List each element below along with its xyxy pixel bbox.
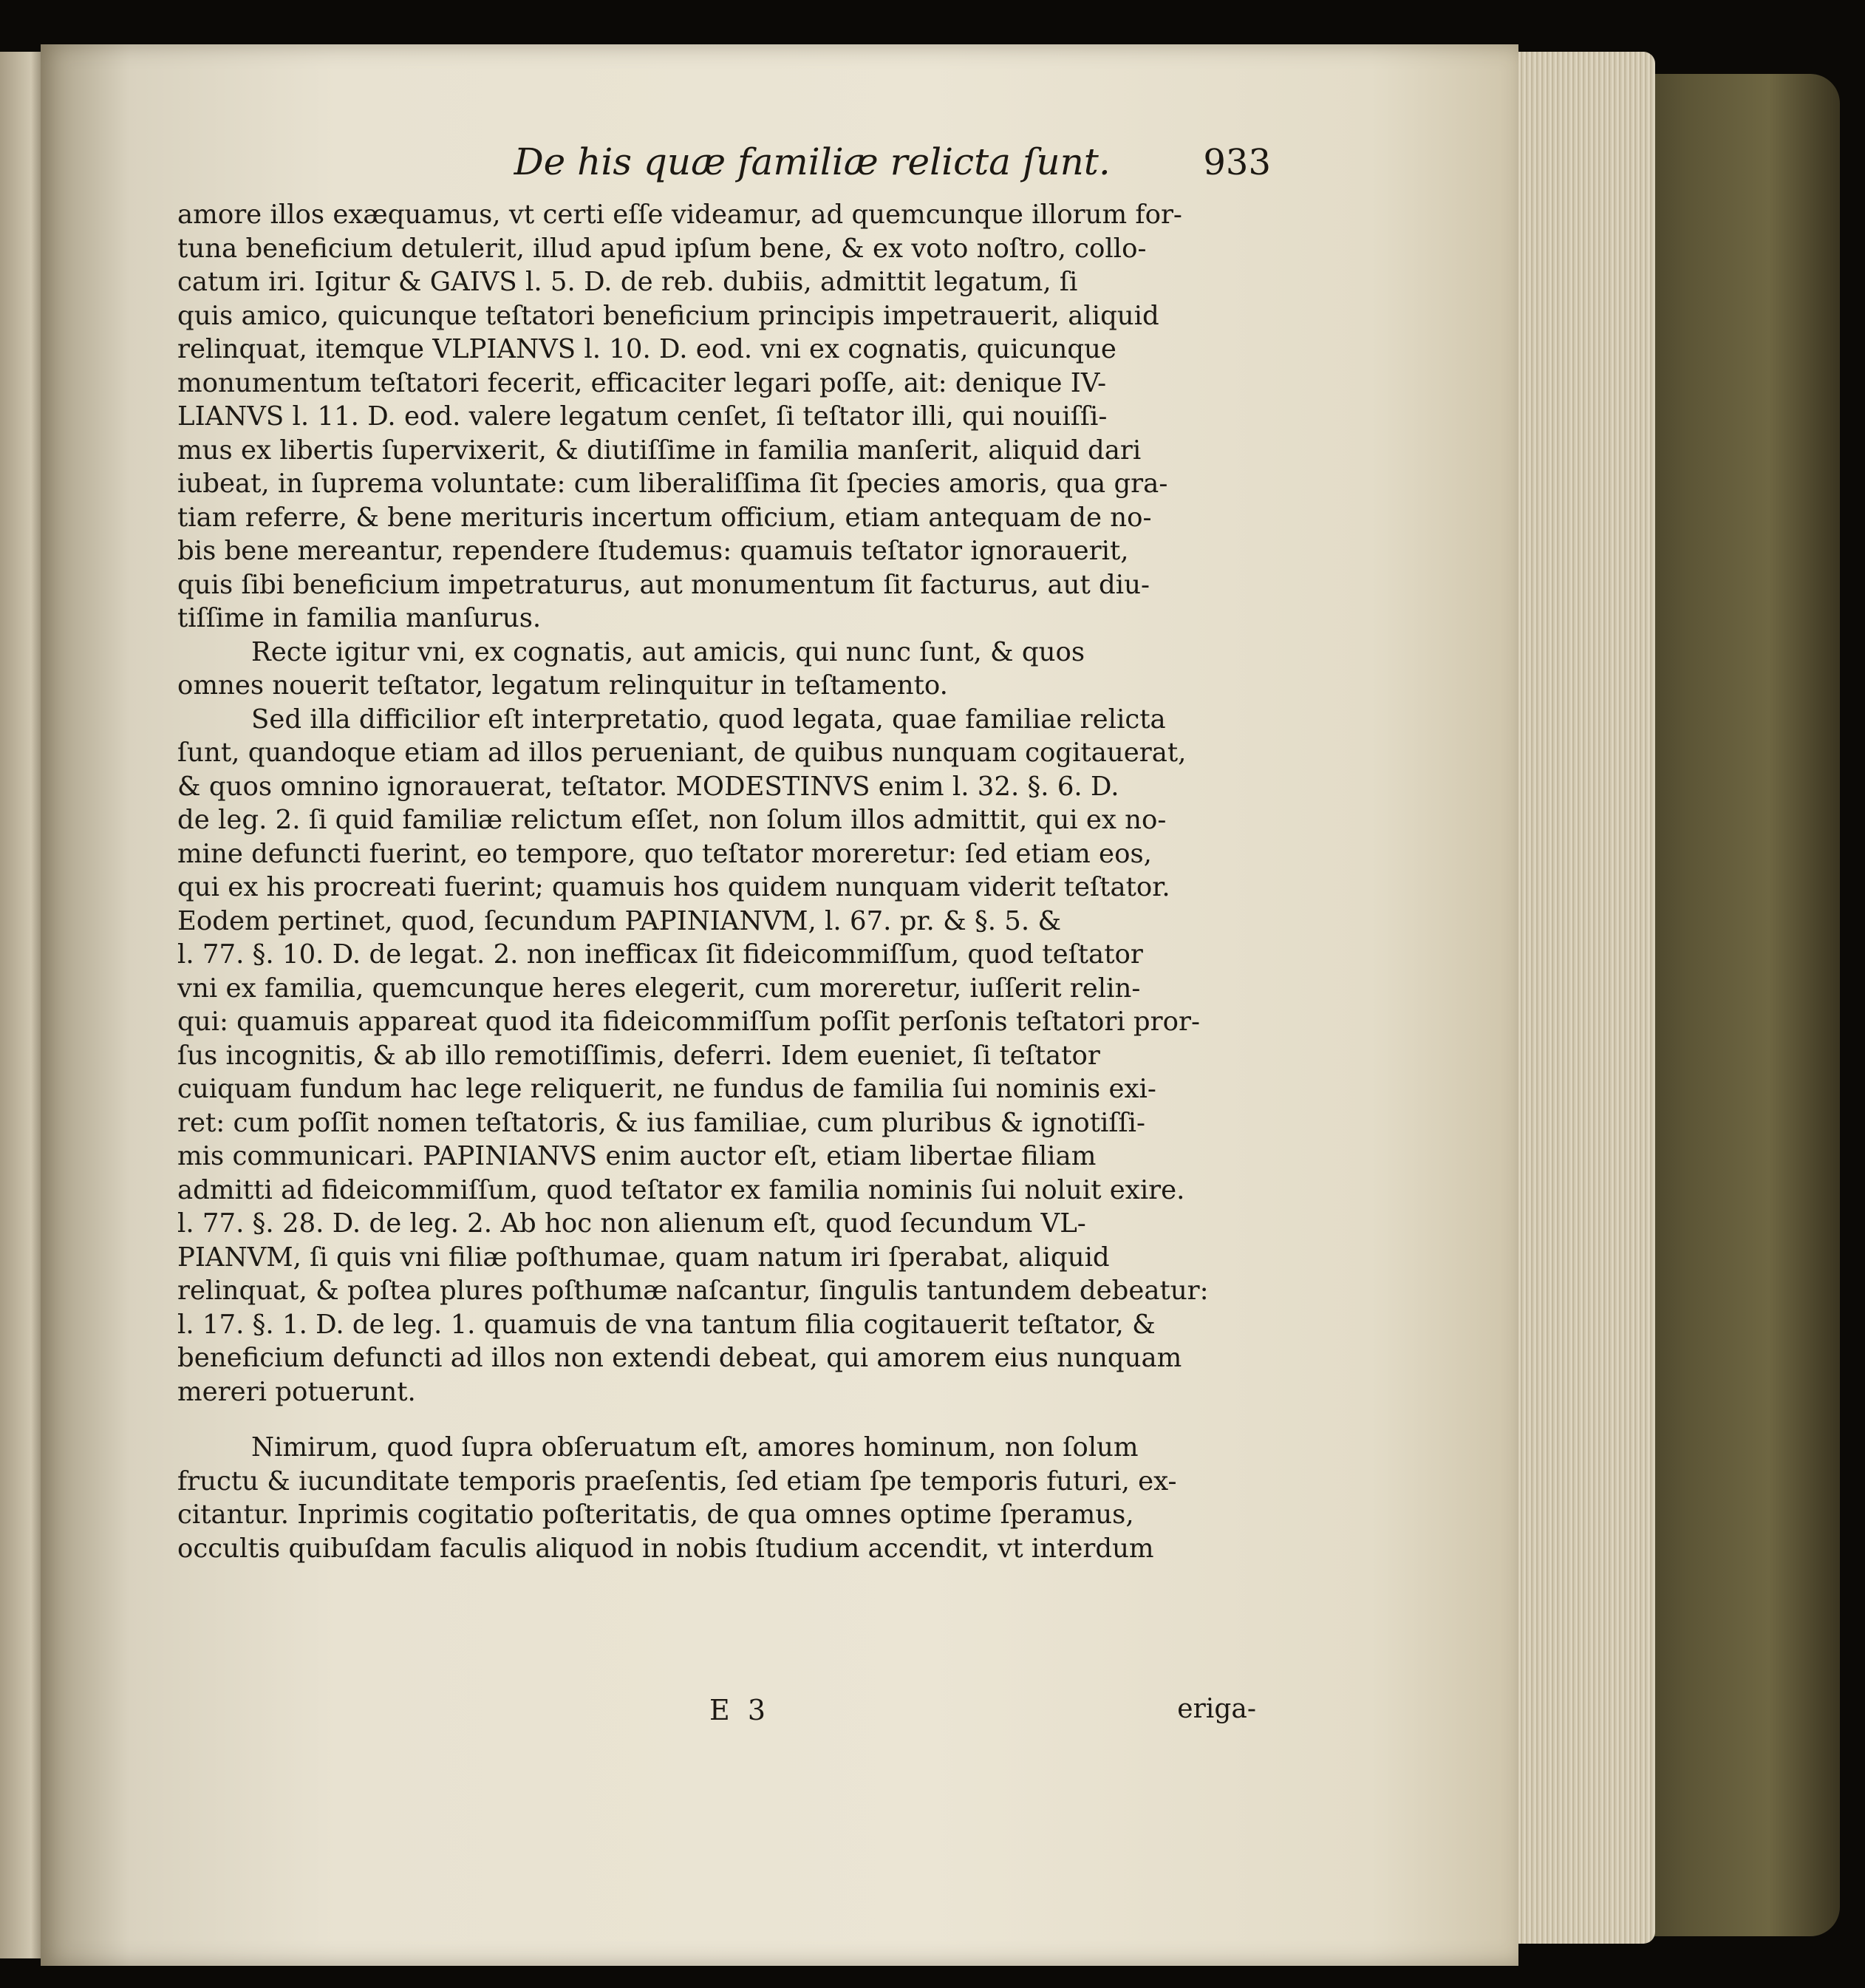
signature-mark: E 3 <box>709 1694 770 1726</box>
text-line: l. 17. §. 1. D. de leg. 1. quamuis de vna tantum filia cogitauerit teſtator, & <box>177 1309 1156 1340</box>
page-number: 933 <box>1203 142 1271 183</box>
page-header <box>436 140 1271 192</box>
text-line: Eodem pertinet, quod, ſecundum PAPINIANVM, l. 67. pr. & §. 5. & <box>177 905 1062 936</box>
text-line: iubeat, in ſuprema voluntate: cum liberaliſſima ſit ſpecies amoris, qua gra- <box>177 469 1168 499</box>
text-line: LIANVS l. 11. D. eod. valere legatum cenſet, ſi teſtator illi, qui nouiſſi- <box>177 401 1108 432</box>
text-line: Sed illa difficilior eſt interpretatio, quod legata, quae familiae relicta <box>251 704 1166 735</box>
text-line: l. 77. §. 28. D. de leg. 2. Ab hoc non alienum eſt, quod ſecundum VL- <box>177 1208 1086 1239</box>
text-line: qui ex his procreati fuerint; quamuis hos quidem nunquam viderit teſtator. <box>177 872 1170 902</box>
catchword: eriga- <box>1177 1694 1256 1724</box>
text-line: mereri potuerunt. <box>177 1376 416 1407</box>
text-line: quis amico, quicunque teſtatori beneficium principis impetrauerit, aliquid <box>177 300 1159 331</box>
facing-page-edge <box>0 52 44 1958</box>
text-line: monumentum teſtatori fecerit, efficaciter legari poſſe, ait: denique IV- <box>177 367 1107 398</box>
running-title: De his quæ familiæ relicta ſunt. <box>514 140 1111 183</box>
text-line: tiam referre, & bene merituris incertum officium, etiam antequam de no- <box>177 502 1152 533</box>
text-line: ſus incognitis, & ab illo remotiſſimis, deferri. Idem eueniet, ſi teſtator <box>177 1040 1100 1071</box>
text-line: quis ſibi beneficium impetraturus, aut monumentum ſit facturus, aut diu- <box>177 569 1150 600</box>
text-line: qui: quamuis appareat quod ita fideicommiſſum poſſit perſonis teſtatori pror- <box>177 1007 1200 1037</box>
text-line: mis communicari. PAPINIANVS enim auctor eſt, etiam libertae filiam <box>177 1141 1097 1171</box>
text-line: tiſſime in familia manſurus. <box>177 603 542 633</box>
text-line: citantur. Inprimis cogitatio poſteritatis, de qua omnes optime ſperamus, <box>177 1499 1134 1530</box>
text-line: ret: cum poſſit nomen teſtatoris, & ius familiae, cum pluribus & ignotiſſi- <box>177 1107 1145 1138</box>
text-line: relinquat, itemque VLPIANVS l. 10. D. eod. vni ex cognatis, quicunque <box>177 334 1116 364</box>
text-line: cuiquam fundum hac lege reliquerit, ne fundus de familia ſui nominis exi- <box>177 1074 1156 1104</box>
text-line: PIANVM, ſi quis vni filiæ poſthumae, quam natum iri ſperabat, aliquid <box>177 1242 1110 1273</box>
text-line: tuna beneficium detulerit, illud apud ipſum bene, & ex voto noſtro, collo- <box>177 233 1147 264</box>
text-line: fructu & iucunditate temporis praeſentis, ſed etiam ſpe temporis futuri, ex- <box>177 1466 1177 1497</box>
text-line: occultis quibuſdam faculis aliquod in nobis ſtudium accendit, vt interdum <box>177 1533 1154 1564</box>
paragraph-gap <box>177 1409 1256 1431</box>
text-line: ſunt, quandoque etiam ad illos perueniant, de quibus nunquam cogitauerat, <box>177 738 1187 768</box>
text-line: de leg. 2. ſi quid familiæ relictum eſſet, non ſolum illos admittit, qui ex no- <box>177 805 1167 835</box>
text-line: Nimirum, quod ſupra obſeruatum eſt, amores hominum, non ſolum <box>251 1432 1139 1463</box>
text-line: mus ex libertis ſupervixerit, & diutiſſime in familia manſerit, aliquid dari <box>177 435 1142 466</box>
text-line: bis bene mereantur, rependere ſtudemus: quamuis teſtator ignorauerit, <box>177 536 1129 566</box>
text-line: Recte igitur vni, ex cognatis, aut amicis, qui nunc ſunt, & quos <box>251 636 1085 667</box>
text-line: amore illos exæquamus, vt certi eſſe videamur, ad quemcunque illorum for- <box>177 200 1182 230</box>
body-text <box>177 198 1256 1565</box>
page-edges <box>1507 52 1655 1944</box>
text-line: mine defuncti fuerint, eo tempore, quo teſtator moreretur: ſed etiam eos, <box>177 838 1152 869</box>
text-line: catum iri. Igitur & GAIVS l. 5. D. de reb. dubiis, admittit legatum, ſi <box>177 267 1078 297</box>
text-line: & quos omnino ignorauerat, teſtator. MODESTINVS enim l. 32. §. 6. D. <box>177 771 1119 802</box>
text-line: beneficium defuncti ad illos non extendi debeat, qui amorem eius nunquam <box>177 1343 1182 1373</box>
text-line: l. 77. §. 10. D. de legat. 2. non inefficax ſit fideicommiſſum, quod teſtator <box>177 939 1143 970</box>
text-line: vni ex familia, quemcunque heres elegerit, cum moreretur, iuſſerit relin- <box>177 973 1141 1004</box>
page-footer <box>177 1694 1256 1731</box>
text-line: omnes nouerit teſtator, legatum relinquitur in teſtamento. <box>177 670 948 701</box>
text-line: admitti ad fideicommiſſum, quod teſtator ex familia nominis ſui noluit exire. <box>177 1174 1185 1205</box>
text-line: relinquat, & poſtea plures poſthumæ naſcantur, ſingulis tantundem debeatur: <box>177 1276 1209 1306</box>
